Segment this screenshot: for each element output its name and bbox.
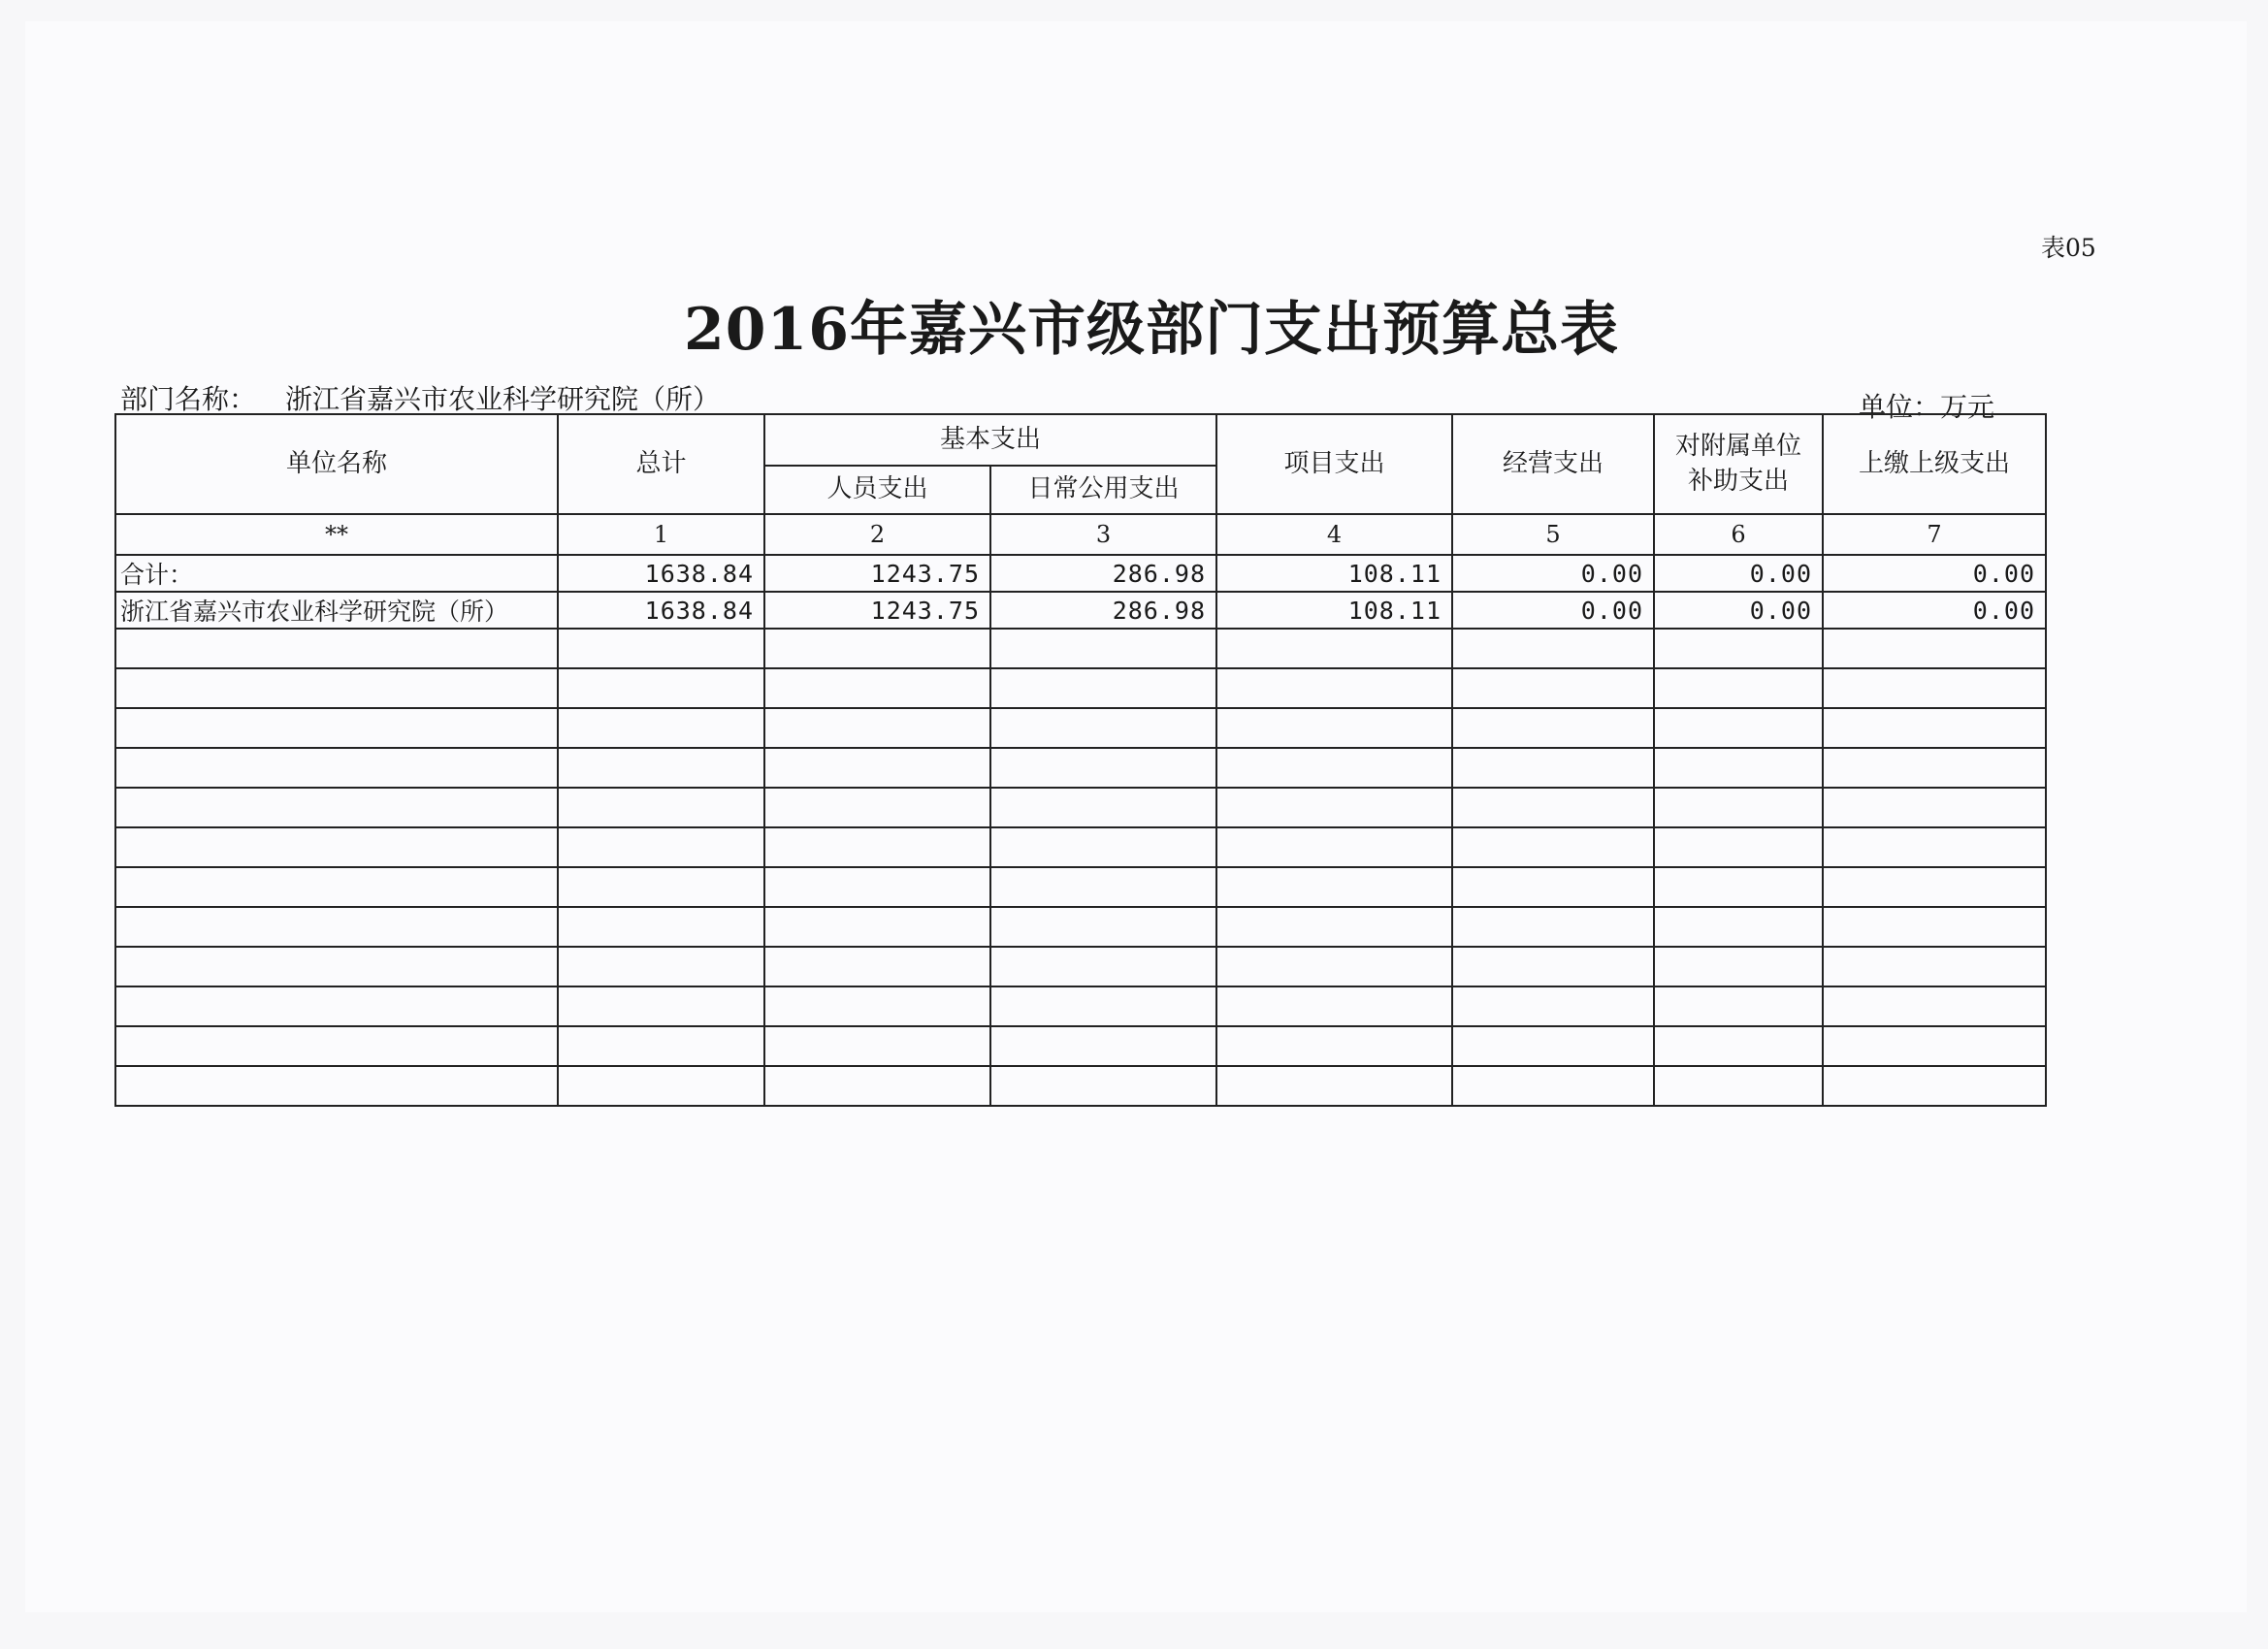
index-cell: 7 bbox=[1823, 514, 2046, 555]
header-operating: 经营支出 bbox=[1452, 414, 1654, 514]
empty-cell bbox=[764, 947, 990, 986]
empty-cell bbox=[1823, 907, 2046, 947]
empty-cell bbox=[1823, 986, 2046, 1026]
empty-cell bbox=[1452, 748, 1654, 788]
form-number: 表05 bbox=[2041, 234, 2096, 262]
empty-cell bbox=[1216, 947, 1452, 986]
empty-cell bbox=[115, 708, 558, 748]
cell-operating: 0.00 bbox=[1452, 592, 1654, 629]
empty-cell bbox=[1823, 947, 2046, 986]
empty-row bbox=[115, 748, 2046, 788]
empty-cell bbox=[764, 827, 990, 867]
empty-cell bbox=[1452, 947, 1654, 986]
empty-cell bbox=[1823, 1026, 2046, 1066]
empty-cell bbox=[1452, 1066, 1654, 1106]
empty-cell bbox=[115, 867, 558, 907]
empty-cell bbox=[115, 1026, 558, 1066]
empty-cell bbox=[1823, 668, 2046, 708]
empty-cell bbox=[990, 907, 1216, 947]
header-project: 项目支出 bbox=[1216, 414, 1452, 514]
empty-cell bbox=[1216, 867, 1452, 907]
empty-cell bbox=[1823, 708, 2046, 748]
index-cell: 4 bbox=[1216, 514, 1452, 555]
empty-row bbox=[115, 708, 2046, 748]
empty-cell bbox=[558, 867, 764, 907]
empty-row bbox=[115, 947, 2046, 986]
table-row bbox=[115, 592, 2046, 629]
empty-cell bbox=[764, 668, 990, 708]
empty-cell bbox=[115, 668, 558, 708]
empty-cell bbox=[1654, 629, 1823, 668]
department-name: 浙江省嘉兴市农业科学研究院（所） bbox=[285, 383, 721, 415]
cell-subsidy: 0.00 bbox=[1654, 592, 1823, 629]
empty-cell bbox=[990, 708, 1216, 748]
index-cell: 3 bbox=[990, 514, 1216, 555]
empty-cell bbox=[1452, 907, 1654, 947]
empty-cell bbox=[764, 748, 990, 788]
empty-cell bbox=[1654, 907, 1823, 947]
empty-row bbox=[115, 1026, 2046, 1066]
empty-cell bbox=[1654, 1066, 1823, 1106]
empty-cell bbox=[1452, 986, 1654, 1026]
empty-cell bbox=[115, 907, 558, 947]
empty-cell bbox=[1452, 629, 1654, 668]
empty-cell bbox=[1452, 788, 1654, 827]
row-name: 浙江省嘉兴市农业科学研究院（所） bbox=[115, 592, 558, 629]
empty-cell bbox=[1823, 867, 2046, 907]
blank-rows bbox=[115, 629, 2046, 1106]
empty-cell bbox=[764, 1026, 990, 1066]
empty-cell bbox=[1654, 947, 1823, 986]
empty-cell bbox=[990, 947, 1216, 986]
empty-cell bbox=[1216, 708, 1452, 748]
row-name: 合计： bbox=[115, 555, 558, 592]
empty-cell bbox=[1654, 986, 1823, 1026]
header-daily: 日常公用支出 bbox=[990, 466, 1216, 514]
table-row bbox=[115, 555, 2046, 592]
empty-cell bbox=[990, 629, 1216, 668]
department-label: 部门名称： bbox=[120, 383, 257, 415]
header-subsidy-line2: 补助支出 bbox=[1688, 466, 1790, 496]
index-row bbox=[115, 514, 2046, 555]
header-basic: 基本支出 bbox=[764, 414, 1216, 466]
cell-personnel: 1243.75 bbox=[764, 555, 990, 592]
empty-cell bbox=[990, 1066, 1216, 1106]
cell-subsidy: 0.00 bbox=[1654, 555, 1823, 592]
empty-row bbox=[115, 629, 2046, 668]
empty-cell bbox=[558, 1066, 764, 1106]
cell-total: 1638.84 bbox=[558, 555, 764, 592]
empty-cell bbox=[990, 827, 1216, 867]
empty-cell bbox=[1823, 827, 2046, 867]
empty-cell bbox=[115, 827, 558, 867]
index-cell: 1 bbox=[558, 514, 764, 555]
empty-cell bbox=[1216, 1026, 1452, 1066]
empty-cell bbox=[990, 867, 1216, 907]
index-cell: ** bbox=[115, 514, 558, 555]
header-subsidy bbox=[1654, 414, 1823, 514]
cell-total: 1638.84 bbox=[558, 592, 764, 629]
empty-cell bbox=[764, 867, 990, 907]
empty-cell bbox=[1654, 1026, 1823, 1066]
empty-cell bbox=[1654, 708, 1823, 748]
empty-cell bbox=[1823, 629, 2046, 668]
empty-cell bbox=[1452, 1026, 1654, 1066]
empty-cell bbox=[764, 986, 990, 1026]
empty-row bbox=[115, 907, 2046, 947]
empty-row bbox=[115, 1066, 2046, 1106]
empty-row bbox=[115, 668, 2046, 708]
empty-cell bbox=[990, 986, 1216, 1026]
empty-cell bbox=[558, 748, 764, 788]
empty-cell bbox=[1654, 788, 1823, 827]
empty-cell bbox=[115, 788, 558, 827]
cell-remit: 0.00 bbox=[1823, 592, 2046, 629]
empty-cell bbox=[115, 947, 558, 986]
cell-project: 108.11 bbox=[1216, 555, 1452, 592]
empty-cell bbox=[1216, 986, 1452, 1026]
empty-cell bbox=[1216, 668, 1452, 708]
cell-daily: 286.98 bbox=[990, 555, 1216, 592]
empty-cell bbox=[764, 629, 990, 668]
empty-cell bbox=[1654, 748, 1823, 788]
empty-cell bbox=[990, 1026, 1216, 1066]
empty-cell bbox=[990, 668, 1216, 708]
empty-cell bbox=[1823, 1066, 2046, 1106]
cell-remit: 0.00 bbox=[1823, 555, 2046, 592]
empty-cell bbox=[1216, 827, 1452, 867]
empty-cell bbox=[558, 986, 764, 1026]
empty-cell bbox=[558, 827, 764, 867]
cell-personnel: 1243.75 bbox=[764, 592, 990, 629]
budget-table bbox=[114, 413, 2047, 1107]
empty-cell bbox=[1216, 1066, 1452, 1106]
empty-row bbox=[115, 827, 2046, 867]
empty-cell bbox=[1654, 867, 1823, 907]
empty-cell bbox=[764, 708, 990, 748]
index-cell: 6 bbox=[1654, 514, 1823, 555]
empty-cell bbox=[558, 668, 764, 708]
header-subsidy-line1: 对附属单位 bbox=[1675, 432, 1802, 462]
empty-cell bbox=[1216, 907, 1452, 947]
empty-row bbox=[115, 867, 2046, 907]
empty-cell bbox=[558, 907, 764, 947]
empty-cell bbox=[1654, 827, 1823, 867]
header-total: 总计 bbox=[558, 414, 764, 514]
unit-label: 单位：万元 bbox=[1859, 391, 1995, 423]
empty-cell bbox=[115, 986, 558, 1026]
empty-cell bbox=[764, 1066, 990, 1106]
empty-cell bbox=[558, 708, 764, 748]
department-line bbox=[120, 378, 720, 417]
empty-cell bbox=[1216, 788, 1452, 827]
header-unit-name: 单位名称 bbox=[115, 414, 558, 514]
empty-cell bbox=[1823, 748, 2046, 788]
header-personnel: 人员支出 bbox=[764, 466, 990, 514]
empty-cell bbox=[558, 947, 764, 986]
cell-daily: 286.98 bbox=[990, 592, 1216, 629]
cell-project: 108.11 bbox=[1216, 592, 1452, 629]
empty-cell bbox=[558, 788, 764, 827]
empty-cell bbox=[558, 629, 764, 668]
empty-cell bbox=[990, 788, 1216, 827]
page-title: 2016年嘉兴市级部门支出预算总表 bbox=[684, 296, 1619, 364]
empty-cell bbox=[1823, 788, 2046, 827]
empty-cell bbox=[115, 1066, 558, 1106]
empty-row bbox=[115, 986, 2046, 1026]
empty-cell bbox=[990, 748, 1216, 788]
empty-cell bbox=[764, 907, 990, 947]
empty-cell bbox=[1452, 867, 1654, 907]
empty-cell bbox=[1452, 827, 1654, 867]
empty-row bbox=[115, 788, 2046, 827]
empty-cell bbox=[1654, 668, 1823, 708]
empty-cell bbox=[115, 748, 558, 788]
empty-cell bbox=[558, 1026, 764, 1066]
index-cell: 2 bbox=[764, 514, 990, 555]
empty-cell bbox=[115, 629, 558, 668]
cell-operating: 0.00 bbox=[1452, 555, 1654, 592]
index-cell: 5 bbox=[1452, 514, 1654, 555]
empty-cell bbox=[1216, 629, 1452, 668]
empty-cell bbox=[1452, 708, 1654, 748]
empty-cell bbox=[764, 788, 990, 827]
header-remit: 上缴上级支出 bbox=[1823, 414, 2046, 514]
empty-cell bbox=[1216, 748, 1452, 788]
empty-cell bbox=[1452, 668, 1654, 708]
